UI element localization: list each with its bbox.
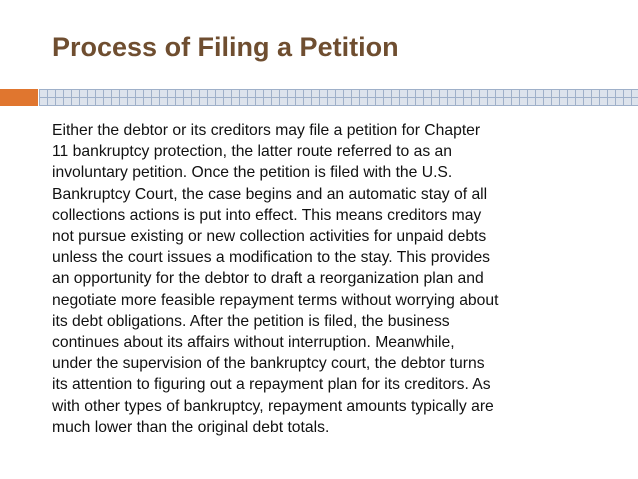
body-line: 11 bankruptcy protection, the latter route referred to as an (52, 143, 452, 161)
slide-body-text (52, 120, 612, 438)
body-line: Bankruptcy Court, the case begins and an automatic stay of all (52, 185, 488, 203)
body-line: much lower than the original debt totals. (52, 418, 330, 436)
body-line: negotiate more feasible repayment terms without worrying about (52, 291, 499, 309)
body-line: continues about its affairs without interruption. Meanwhile, (52, 334, 455, 352)
body-line: Either the debtor or its creditors may file a petition for Chapter (52, 122, 481, 139)
body-line: an opportunity for the debtor to draft a reorganization plan and (52, 270, 484, 288)
body-line: unless the court issues a modification to the stay. This provides (52, 249, 491, 267)
body-line: its attention to figuring out a repayment plan for its creditors. As (52, 376, 491, 394)
body-line: its debt obligations. After the petition is filed, the business (52, 312, 450, 330)
body-line: collections actions is put into effect. This means creditors may (52, 206, 482, 224)
title-divider-band (39, 89, 638, 106)
body-line: with other types of bankruptcy, repayment amounts typically are (52, 397, 494, 415)
body-line: under the supervision of the bankruptcy court, the debtor turns (52, 355, 485, 373)
slide-title: Process of Filing a Petition (52, 32, 399, 62)
title-accent-bar (0, 89, 38, 106)
body-line: involuntary petition. Once the petition is filed with the U.S. (52, 164, 453, 182)
body-line: not pursue existing or new collection activities for unpaid debts (52, 228, 487, 246)
